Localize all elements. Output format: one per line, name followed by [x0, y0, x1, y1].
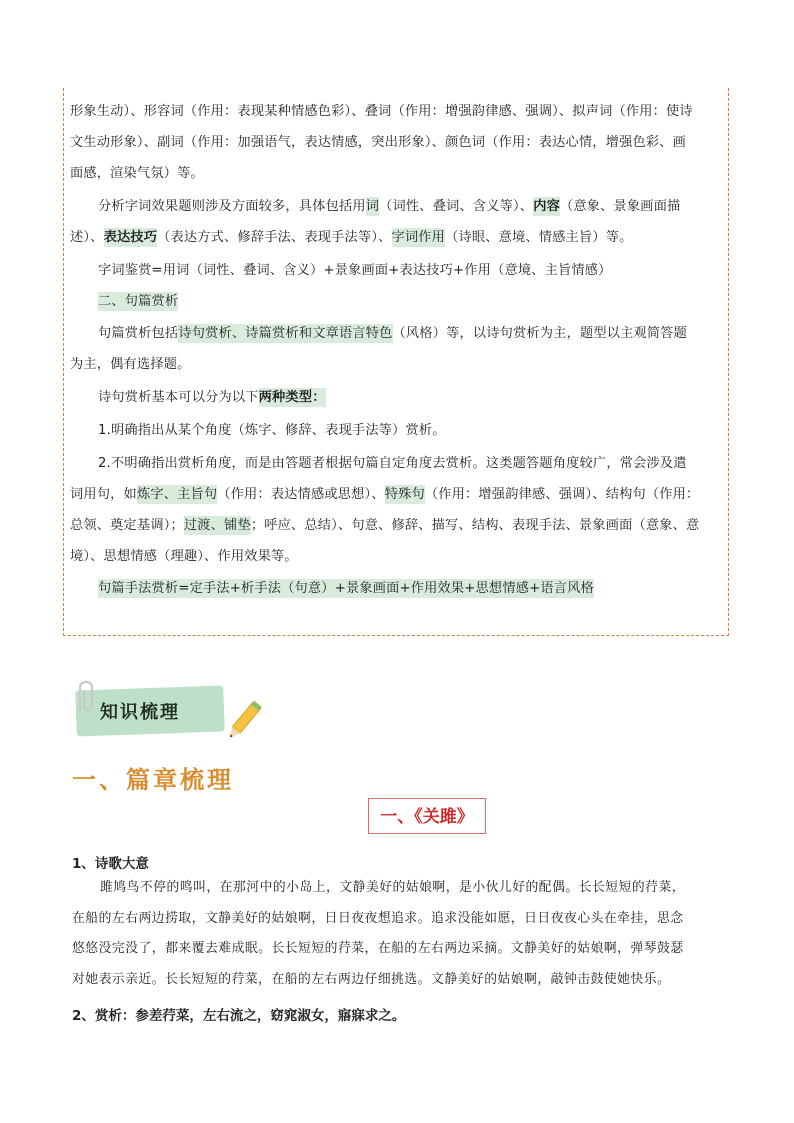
text-line: 境）、思想情感（理趣）、作用效果等。	[70, 549, 298, 564]
text-line: 2.不明确指出赏析角度，而是由答题者根据句篇自定角度去赏析。这类题答题角度较广，常会涉及遣	[98, 456, 687, 471]
pencil-icon	[220, 698, 264, 748]
highlight: 特殊句	[384, 487, 425, 502]
tag-label: 知识梳理	[100, 702, 180, 723]
highlight: 内容	[533, 199, 560, 214]
paragraph-line: 悠悠没完没了，都来覆去难成眠。长长短短的荇菜，在船的左右两边采摘。文静美好的姑娘啊，弹琴鼓瑟	[72, 941, 684, 956]
text-line: 分析字词效果题则涉及方面较多，具体包括用词（词性、叠词、含义等）、内容（意象、景象画面描	[98, 199, 681, 214]
text-line: 文生动形象）、副词（作用：加强语气，表达情感，突出形象）、颜色词（作用：表达心情，增强色彩、画	[70, 135, 687, 150]
text-line: 为主，偶有选择题。	[70, 357, 191, 372]
section-heading: 2、赏析：参差荇菜，左右流之，窈窕淑女，寤寐求之。	[72, 1008, 406, 1024]
text-line: 述）、表达技巧（表达方式、修辞手法、表现手法等）、字词作用（诗眼、意境、情感主旨）等。	[70, 230, 633, 245]
highlight: 词	[365, 199, 380, 214]
text-line	[70, 573, 720, 604]
subheading: 二、句篇赏析	[98, 294, 179, 309]
paragraph-line: 在船的左右两边捞取，文静美好的姑娘啊，日日夜夜想追求。追求没能如愿，日日夜夜心头在牵挂，思念	[72, 910, 684, 926]
text-line: 总领、奠定基调）；过渡、铺垫；呼应、总结）、句意、修辞、描写、结构、表现手法、景象画面（意象、意	[70, 518, 700, 533]
text-line: 形象生动）、形容词（作用：表现某种情感色彩）、叠词（作用：增强韵律感、强调）、拟声词（作用：使诗	[70, 104, 693, 119]
formula-highlight: 句篇手法赏析=定手法+析手法（句意）+景象画面+作用效果+思想情感+语言风格	[98, 581, 594, 596]
text-line: 词用句，如炼字、主旨句（作用：表达情感或思想）、特殊句（作用：增强韵律感、强调）、结构句（作用：	[70, 487, 700, 502]
poem-paraphrase	[72, 873, 722, 995]
text-line: 1.明确指出从某个角度（炼字、修辞、表现手法等）赏析。	[98, 423, 446, 438]
text-line: 字词鉴赏=用词（词性、叠词、含义）+景象画面+表达技巧+作用（意境、主旨情感）	[98, 263, 612, 278]
highlight: 表达技巧	[103, 230, 158, 245]
page-heading: 一、篇章梳理	[72, 766, 234, 794]
chapter-title: 一、《关雎》	[368, 798, 486, 834]
highlight: 诗句赏析、诗篇赏析和文章语言特色	[178, 326, 393, 341]
text-line: 句篇赏析包括诗句赏析、诗篇赏析和文章语言特色（风格）等，以诗句赏析为主，题型以主观简答题	[98, 326, 688, 341]
paragraph-line: 雎鸠鸟不停的鸣叫，在那河中的小岛上，文静美好的姑娘啊，是小伙儿好的配偶。长长短短的荇菜，	[100, 880, 686, 895]
text-line: 诗句赏析基本可以分为以下两种类型：	[98, 390, 326, 405]
text-line: 面感，渲染气氛）等。	[70, 166, 204, 181]
section-heading: 1、诗歌大意	[72, 856, 149, 872]
highlight: 字词作用	[391, 230, 446, 245]
highlight: 炼字、主旨句	[136, 487, 218, 502]
paperclip-icon	[70, 680, 100, 714]
highlight: 过渡、铺垫	[183, 518, 251, 533]
text-line	[70, 286, 720, 317]
highlight: 两种类型：	[258, 390, 326, 405]
section-tag	[70, 680, 260, 750]
paragraph-line: 对她表示亲近。长长短短的荇菜，在船的左右两边仔细挑选。文静美好的姑娘啊，敲钟击鼓使她快乐。	[72, 971, 671, 987]
